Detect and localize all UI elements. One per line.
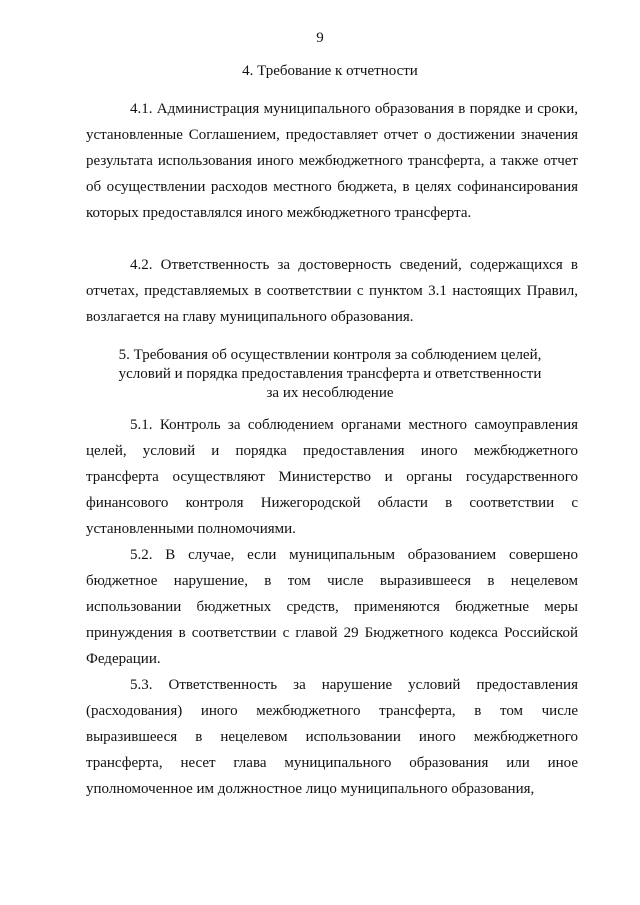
section-4-heading: 4. Требование к отчетности [242,63,418,79]
paragraph-5-2: 5.2. В случае, если муниципальным образованием совершено бюджетное нарушение, в том числе выразившееся в нецелевом использовании бюджетных средств, применяются бюджетные меры принуждения в соответствии с главой 29 Бюджетного кодекса Российской Федерации. [86,547,578,667]
section-5-heading-line-3: за их несоблюдение [266,385,394,401]
section-5-heading-line-2: условий и порядка предоставления трансферта и ответственности [118,366,542,382]
paragraph-4-2: 4.2. Ответственность за достоверность сведений, содержащихся в отчетах, представляемых в соответствии с пунктом 3.1 настоящих Правил, возлагается на главу муниципального образования. [86,257,578,325]
section-5-heading [86,346,574,403]
paragraph-5-3: 5.3. Ответственность за нарушение условий предоставления (расходования) иного межбюджетного трансферта, в том числе выразившееся в нецелевом использовании иного межбюджетного трансферта, несет глава муниципального образования или иное уполномоченное им должностное лицо муниципального образования, [86,677,578,797]
paragraph-4-1: 4.1. Администрация муниципального образования в порядке и сроки, установленные Соглашением, предоставляет отчет о достижении значения результата использования иного межбюджетного трансферта, а также отчет об осуществлении расходов местного бюджета, в целях софинансирования которых предоставлялся иного межбюджетного трансферта. [86,101,578,221]
paragraph-5-1: 5.1. Контроль за соблюдением органами местного самоуправления целей, условий и порядка предоставления иного межбюджетного трансферта осуществляют Министерство и органы государственного финансового контроля Нижегородской области в соответствии с установленными полномочиями. [86,417,578,537]
page-number: 9 [316,30,324,46]
section-5-heading-line-1: 5. Требования об осуществлении контроля за соблюдением целей, [118,347,542,363]
